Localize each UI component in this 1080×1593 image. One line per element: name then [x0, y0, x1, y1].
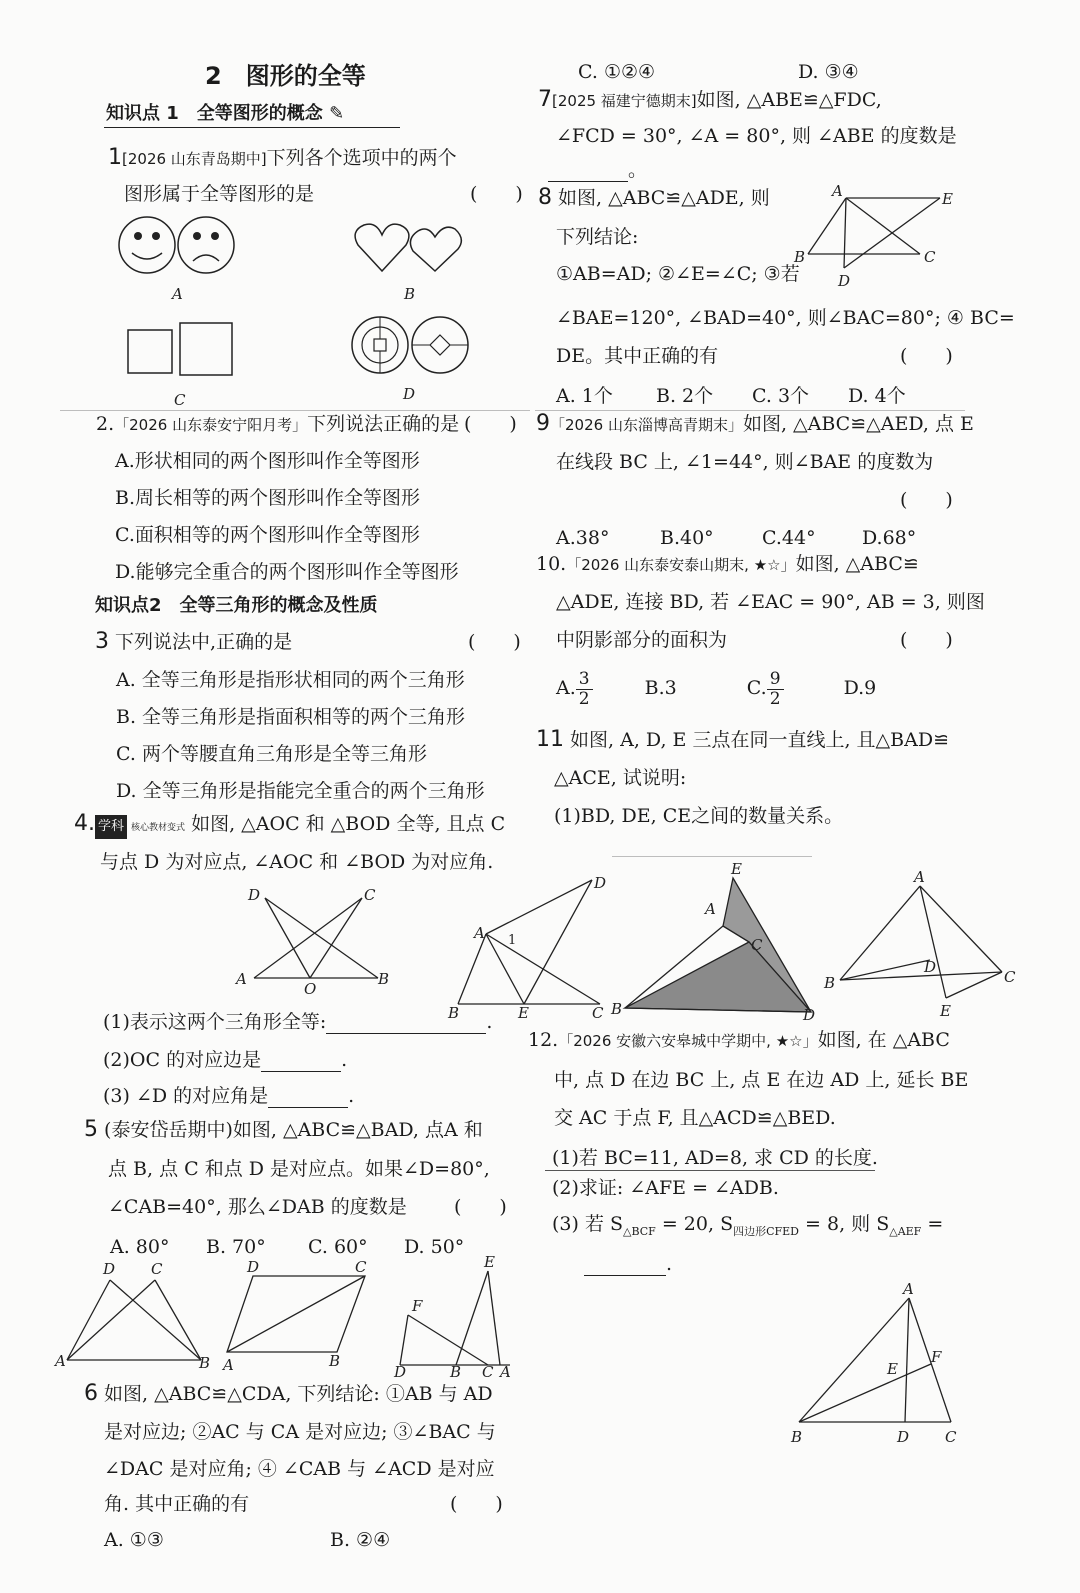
svg-text:D: D: [248, 886, 261, 904]
question-8-figure: [790, 182, 970, 292]
svg-text:A: A: [914, 868, 925, 886]
question-12-line3: 交 AC 于点 F, 且△ACD≌△BED.: [554, 1107, 836, 1129]
q6-option-d: D. ③④: [798, 61, 859, 83]
svg-text:E: E: [940, 1002, 951, 1020]
knowledge-point-1: 知识点 1 全等图形的概念 ✎: [106, 103, 345, 124]
question-5: 5 (泰安岱岳期中)如图, △ABC≌△BAD, 点A 和: [84, 1117, 483, 1142]
svg-text:A: A: [705, 900, 716, 918]
question-5-line2: 点 B, 点 C 和点 D 是对应点。如果∠D=80°,: [108, 1158, 490, 1180]
q5-option-c: C. 60°: [308, 1236, 368, 1258]
question-10-line2: △ADE, 连接 BD, 若 ∠EAC = 90°, AB = 3, 则图: [556, 591, 985, 613]
q4-sub-2: (2)OC 的对应边是 .: [103, 1049, 348, 1071]
question-3-paren: ( ): [468, 631, 521, 653]
svg-text:C: C: [751, 936, 763, 954]
svg-text:F: F: [931, 1348, 942, 1366]
q3-option-d: D. 全等三角形是指能完全重合的两个三角形: [116, 780, 485, 802]
q9-option-a: A.38°: [556, 527, 610, 549]
q12-sub-2: (2)求证: ∠AFE = ∠ADB.: [552, 1177, 779, 1199]
svg-text:A: A: [474, 924, 485, 942]
question-9-line2: 在线段 BC 上, ∠1=44°, 则∠BAE 的度数为: [556, 451, 934, 473]
question-6-paren: ( ): [450, 1493, 503, 1515]
knowledge-point-2: 知识点2 全等三角形的概念及性质: [95, 595, 378, 616]
svg-text:E: E: [484, 1253, 495, 1271]
question-2: 2.「2026 山东泰安宁阳月考」下列说法正确的是: [96, 413, 460, 435]
svg-text:D: D: [394, 1363, 407, 1381]
svg-text:C: C: [151, 1260, 163, 1278]
question-11-line3: (1)BD, DE, CE之间的数量关系。: [554, 805, 844, 827]
question-1-line2: 图形属于全等图形的是: [124, 183, 315, 205]
sad-face-icon: [178, 217, 234, 273]
answer-blank[interactable]: [261, 1053, 341, 1072]
question-8-line5: DE。其中正确的有: [556, 345, 719, 367]
question-12: 12.「2026 安徽六安皋城中学期中, ★☆」如图, 在 △ABC: [528, 1029, 950, 1051]
svg-text:B: B: [824, 974, 836, 992]
question-4-line2: 与点 D 为对应点, ∠AOC 和 ∠BOD 为对应角.: [100, 851, 494, 873]
question-8-line3: ①AB=AD; ②∠E=∠C; ③若: [556, 263, 800, 285]
question-11: 11 如图, A, D, E 三点在同一直线上, 且△BAD≌: [536, 727, 949, 752]
answer-blank[interactable]: [548, 163, 628, 182]
svg-text:D: D: [594, 874, 607, 892]
question-1: 1[2026 山东青岛期中]下列各个选项中的两个: [108, 145, 457, 170]
question-10-line3: 中阴影部分的面积为: [556, 629, 728, 651]
svg-text:A: A: [236, 970, 247, 988]
question-5-line3: ∠CAB=40°, 那么∠DAB 的度数是: [108, 1196, 407, 1218]
coin-square-hole-icon: [352, 317, 408, 373]
q2-option-c: C.面积相等的两个图形叫作全等图形: [115, 524, 420, 546]
svg-text:D: D: [803, 1006, 816, 1024]
q2-option-d: D.能够完全重合的两个图形叫作全等图形: [115, 561, 459, 583]
q5-option-b: B. 70°: [206, 1236, 266, 1258]
answer-blank[interactable]: [268, 1089, 348, 1108]
question-8-line4: ∠BAE=120°, ∠BAD=40°, 则∠BAC=80°; ④ BC=: [556, 307, 1015, 329]
coin-diamond-hole-icon: [412, 317, 468, 373]
q9-option-d: D.68°: [862, 527, 917, 549]
svg-text:B: B: [329, 1352, 341, 1370]
q4-sub-1: (1)表示这两个三角形全等: .: [103, 1011, 493, 1033]
q8-option-d: D. 4个: [848, 385, 906, 407]
question-3: 3 下列说法中,正确的是: [95, 629, 293, 654]
svg-text:B: B: [378, 970, 390, 988]
q12-sub-3: (3) 若 $S_{\triangle BCF} = 20$, $S_{四边形CFED} = 8$, 则 $S_{\triangle AEF}$ =: [552, 1213, 944, 1238]
q2-option-a: A.形状相同的两个图形叫作全等图形: [115, 450, 420, 472]
question-5-figure: [55, 1260, 215, 1375]
question-9-paren: ( ): [900, 489, 953, 511]
question-11-line2: △ACE, 试说明:: [554, 767, 687, 789]
q12-sub-1: (1)若 BC=11, AD=8, 求 CD 的长度.: [552, 1147, 878, 1169]
question-5-paren: ( ): [454, 1196, 507, 1218]
question-12-line2: 中, 点 D 在边 BC 上, 点 E 在边 AD 上, 延长 BE: [554, 1069, 969, 1091]
heart-tilted-icon: [410, 227, 461, 271]
question-9: 9「2026 山东淄博高青期末」如图, △ABC≌△AED, 点 E: [536, 411, 974, 436]
svg-text:E: E: [887, 1360, 898, 1378]
question-8-line2: 下列结论:: [556, 226, 639, 248]
svg-text:B: B: [794, 248, 806, 266]
svg-text:B: B: [791, 1428, 803, 1446]
svg-text:A: A: [903, 1280, 914, 1298]
question-10-figure: [611, 860, 825, 1024]
question-6-line4: 角. 其中正确的有: [104, 1493, 250, 1515]
question-1-figures: [110, 215, 490, 415]
question-7-figure: [390, 1255, 520, 1380]
svg-text:C: C: [355, 1258, 367, 1276]
question-6: 6 如图, △ABC≌△CDA, 下列结论: ①AB 与 AD: [84, 1381, 493, 1406]
svg-text:A: A: [55, 1352, 66, 1370]
svg-text:F: F: [412, 1297, 423, 1315]
subject-badge: 学科: [95, 815, 127, 839]
q3-option-b: B. 全等三角形是指面积相等的两个三角形: [116, 706, 466, 728]
question-8-paren: ( ): [900, 345, 953, 367]
q6-option-b: B. ②④: [330, 1529, 391, 1551]
question-8: 8 如图, △ABC≌△ADE, 则: [538, 185, 770, 210]
q8-option-c: C. 3个: [752, 385, 810, 407]
square-small-icon: [128, 330, 172, 373]
square-large-icon: [180, 323, 232, 375]
svg-text:E: E: [942, 190, 953, 208]
svg-text:B: B: [450, 1363, 462, 1381]
q6-option-c: C. ①②④: [578, 61, 656, 83]
question-11-figure: [820, 870, 1020, 1025]
q10-options: A. $\frac{3}{2}$ B.3 C. $\frac{9}{2}$ D.9: [556, 668, 877, 709]
svg-text:C: C: [592, 1004, 604, 1022]
question-9-figure: [448, 870, 617, 1022]
smiley-face-icon: [119, 217, 175, 273]
q6-option-a: A. ①③: [104, 1529, 164, 1551]
question-7-line3: 。: [548, 158, 647, 182]
page-title: 2 图形的全等: [205, 62, 366, 90]
svg-text:C: C: [364, 886, 376, 904]
svg-text:E: E: [731, 860, 742, 878]
heart-icon: [355, 224, 409, 271]
answer-blank[interactable]: [584, 1257, 666, 1276]
svg-text:D: D: [103, 1260, 116, 1278]
svg-text:D: D: [924, 958, 937, 976]
question-6-line3: ∠DAC 是对应角; ④ ∠CAB 与 ∠ACD 是对应: [104, 1458, 495, 1480]
question-4: 4. 学科 核心教材变式 如图, △AOC 和 △BOD 全等, 且点 C: [74, 812, 505, 840]
question-7-line2: ∠FCD = 30°, ∠A = 80°, 则 ∠ABE 的度数是: [556, 125, 957, 147]
svg-text:1: 1: [508, 933, 517, 948]
svg-text:D: D: [247, 1258, 260, 1276]
question-10: 10.「2026 山东泰安泰山期末, ★☆」如图, △ABC≌: [536, 553, 919, 575]
svg-text:A: A: [832, 182, 843, 200]
svg-text:C: C: [1004, 968, 1016, 986]
q3-option-a: A. 全等三角形是指形状相同的两个三角形: [116, 669, 465, 691]
svg-text:B: B: [611, 1000, 623, 1018]
q4-sub-3: (3) ∠D 的对应角是 .: [103, 1085, 355, 1107]
svg-text:E: E: [518, 1004, 529, 1022]
question-7: 7[2025 福建宁德期末]如图, △ABE≌△FDC,: [538, 87, 882, 112]
svg-text:D: D: [897, 1428, 910, 1446]
fig1-label-c: C: [174, 391, 186, 409]
svg-text:D: D: [838, 272, 851, 290]
q2-option-b: B.周长相等的两个图形叫作全等图形: [115, 487, 421, 509]
svg-text:C: C: [945, 1428, 957, 1446]
svg-text:O: O: [304, 980, 317, 998]
q5-option-a: A. 80°: [110, 1236, 170, 1258]
question-1-paren: ( ): [470, 183, 523, 205]
fig1-label-a: A: [172, 285, 183, 303]
svg-text:B: B: [199, 1354, 211, 1372]
svg-text:B: B: [448, 1004, 460, 1022]
fig1-label-b: B: [404, 285, 416, 303]
q12-sub-3-blank: .: [584, 1252, 672, 1276]
q5-option-d: D. 50°: [404, 1236, 465, 1258]
fig1-label-d: D: [403, 385, 416, 403]
q9-option-c: C.44°: [762, 527, 816, 549]
question-2-paren: ( ): [464, 413, 517, 435]
question-10-paren: ( ): [900, 629, 953, 651]
q3-option-c: C. 两个等腰直角三角形是全等三角形: [116, 743, 427, 765]
svg-text:A: A: [223, 1356, 234, 1374]
pencil-icon: ✎: [329, 103, 345, 124]
svg-text:C: C: [482, 1363, 494, 1381]
svg-text:C: C: [924, 248, 936, 266]
question-6-line2: 是对应边; ②AC 与 CA 是对应边; ③∠BAC 与: [104, 1421, 496, 1443]
svg-text:A: A: [500, 1363, 511, 1381]
question-4-figure: [230, 880, 400, 1000]
q8-option-b: B. 2个: [656, 385, 714, 407]
question-12-figure: [785, 1282, 985, 1452]
q9-option-b: B.40°: [660, 527, 714, 549]
q8-option-a: A. 1个: [556, 385, 613, 407]
question-6-figure: [215, 1260, 385, 1375]
